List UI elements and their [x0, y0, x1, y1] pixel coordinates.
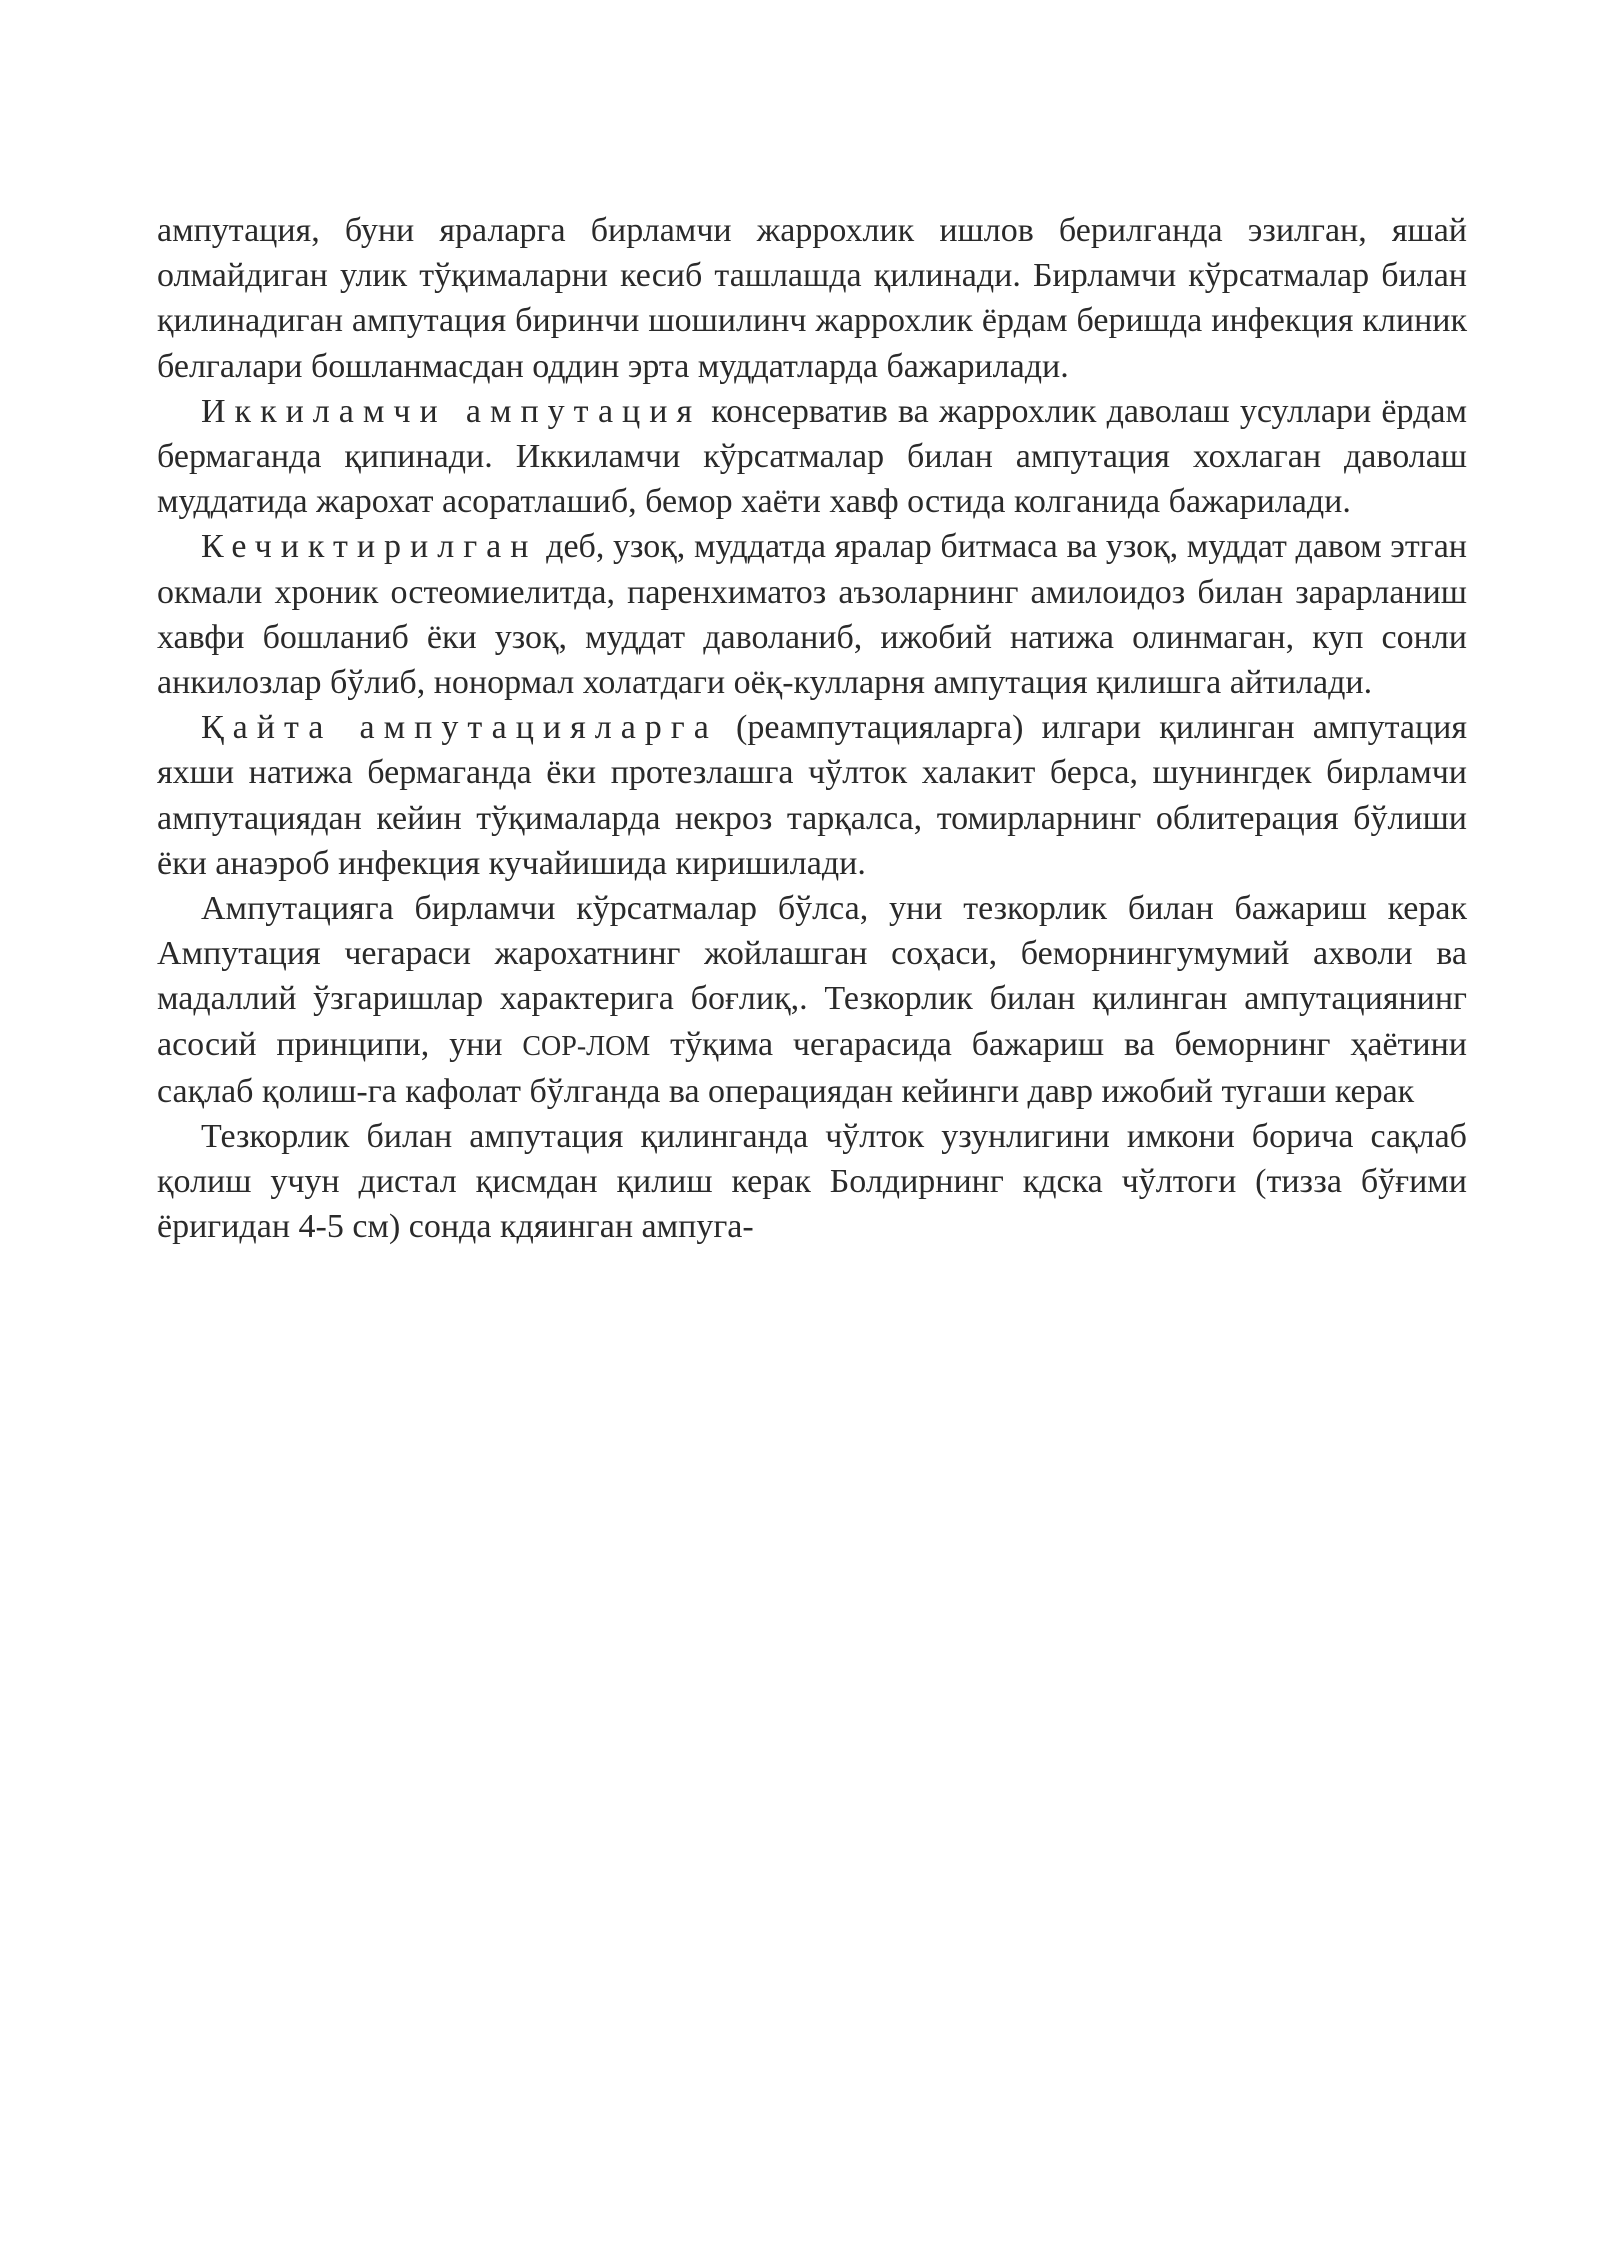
- paragraph-3-term: Кечиктирилган: [201, 528, 538, 566]
- paragraph-1: [157, 208, 1467, 389]
- paragraph-5-text-after: тўқима чегарасида бажариш ва беморнинг ҳаётини сақлаб қолиш-га кафолат бўлганда ва операциядан кейинги давр ижобий тугаши керак: [157, 1025, 1467, 1110]
- paragraph-4-text: (реампутацияларга) илгари қилинган ампутация яхши натижа бермаганда ёки протезлашга чўлток халакит берса, шунингдек бирламчи ампутациядан кейин тўқималарда некроз тарқалса, томирларнинг облитерация бўлиши ёки анаэроб инфекция кучайишида киришилади.: [157, 709, 1467, 882]
- paragraph-5-abbreviation: СОР-ЛОМ: [522, 1030, 651, 1062]
- paragraph-5-text-before: Ампутацияга бирламчи кўрсатмалар бўлса, уни тезкорлик билан бажариш керак Ампутация чегараси жарохатнинг жойлашган соҳаси, беморнингумумий ахволи ва мадаллий ўзгаришлар характерига боғлиқ,. Тезкорлик билан қилинган ампутациянинг асосий принципи, уни: [157, 890, 1467, 1063]
- paragraph-6-text: Тезкорлик билан ампутация қилинганда чўлток узунлигини имкони борича сақлаб қолиш учун дистал қисмдан қилиш керак Болдирнинг кдска чўлтоги (тизза бўғими ёригидан 4-5 см) сонда кдяинган ампуга-: [157, 1118, 1467, 1246]
- paragraph-4-term: Қайта ампутацияларга: [201, 709, 718, 747]
- paragraph-3: [157, 524, 1467, 705]
- paragraph-1-text: ампутация, буни яраларга бирламчи жаррохлик ишлов берилганда эзилган, яшай олмайдиган улик тўқималарни кесиб ташлашда қилинади. Бирламчи кўрсатмалар билан қилинадиган ампутация биринчи шошилинч жаррохлик ёрдам беришда инфекция клиник белгалари бошланмасдан оддин эрта муддатларда бажарилади.: [157, 212, 1467, 385]
- paragraph-5: [157, 886, 1467, 1114]
- document-body: [157, 208, 1467, 1250]
- paragraph-6: [157, 1114, 1467, 1250]
- paragraph-2-text: консерватив ва жаррохлик даволаш усуллари ёрдам бермаганда қипинади. Иккиламчи кўрсатмалар билан ампутация хохлаган даволаш муддатида жарохат асоратлашиб, бемор хаёти хавф остида колганида бажарилади.: [157, 392, 1467, 521]
- paragraph-3-text: деб, узоқ, муддатда яралар битмаса ва узоқ, муддат давом этган окмали хроник остеомиелитда, паренхиматоз аъзоларнинг амилоидоз билан зарарланиш хавфи бошланиб ёки узоқ, муддат даволаниб, ижобий натижа олинмаган, куп сонли анкилозлар бўлиб, нонормал холатдаги оёқ-кулларня ампутация қилишга айтилади.: [157, 528, 1467, 702]
- paragraph-2-term: Иккиламчи ампутация: [201, 392, 702, 430]
- paragraph-4: [157, 705, 1467, 886]
- paragraph-2: [157, 389, 1467, 525]
